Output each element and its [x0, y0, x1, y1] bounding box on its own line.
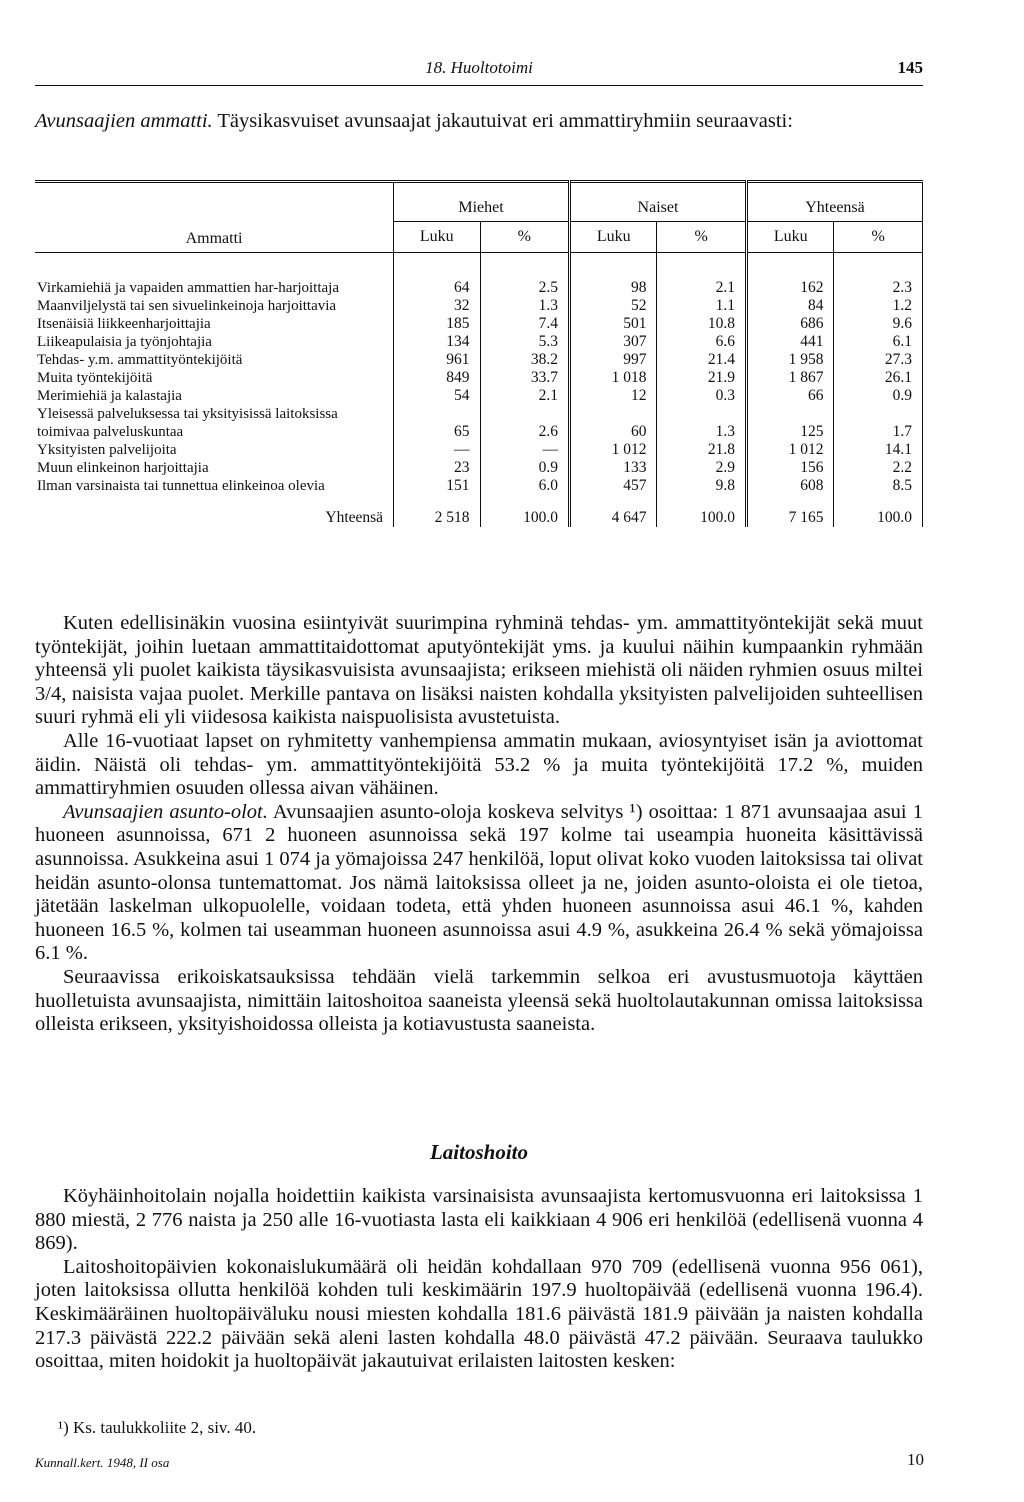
header-ammatti: Ammatti [35, 182, 394, 253]
intro-lead: Avunsaajien ammatti. [35, 110, 213, 132]
table-row [35, 333, 923, 351]
section-body [35, 1185, 923, 1374]
yhteensa-luku: 1 012 [746, 441, 833, 459]
paragraph: Köyhäinhoitolain nojalla hoidettiin kaikista varsinaisista avunsaajista kertomusvuonna eri laitoksissa 1 880 miestä, 2 776 naista ja 250 alle 16-vuotiasta lasta eli kaikkiaan 4 906 eri henkilöä (edellisenä vuonna 4 869). [35, 1185, 923, 1255]
yhteensa-pct: 14.1 [834, 441, 923, 459]
yhteensa-luku: 686 [746, 315, 833, 333]
yhteensa-pct: 9.6 [834, 315, 923, 333]
row-label: Tehdas- y.m. ammattityöntekijöitä [35, 351, 394, 369]
running-head [35, 58, 923, 82]
yhteensa-luku: 1 867 [746, 369, 833, 387]
naiset-luku: 307 [570, 333, 657, 351]
paragraph: Seuraavissa erikoiskatsauksissa tehdään vielä tarkemmin selkoa eri avustusmuotoja käyttäen huolletuista avunsaajista, nimittäin laitoshoitoa saaneista yleensä sekä huoltolautakunnan omissa laitoksissa olleista erikseen, yksityishoidossa olleista ja kotiavustusta saaneista. [35, 965, 923, 1036]
miehet-pct: 7.4 [480, 315, 570, 333]
total-label: Yhteensä [325, 509, 384, 526]
miehet-pct: 2.6 [480, 405, 570, 441]
row-label: Muun elinkeinon harjoittajia [35, 459, 394, 477]
intro-paragraph [35, 107, 923, 135]
paragraph: Laitoshoitopäivien kokonaislukumäärä oli heidän kohdallaan 970 709 (edellisenä vuonna 956 061), joten laitoksissa ollutta henkilöä kohden tuli keskimäärin 197.9 huoltopäivää (edellisenä vuonna 196.4). Keskimääräinen huoltopäiväluku nousi miesten kohdalla 181.6 päivästä 181.9 päivään ja naisten kohdalla 217.3 päivästä 222.2 päivään sekä aleni lasten kohdalla 48.0 päivästä 47.2 päivään. Seuraava taulukko osoittaa, miten hoidokit ja huoltopäivät jakautuivat erilaisten laitosten kesken: [35, 1255, 923, 1373]
yhteensa-pct: 2.2 [834, 459, 923, 477]
header-luku: Luku [394, 222, 480, 253]
yhteensa-luku: 608 [746, 477, 833, 495]
chapter-title: 18. Huoltotoimi [425, 58, 533, 77]
paragraph: Alle 16-vuotiaat lapset on ryhmitetty vanhempiensa ammatin mukaan, aviosyntyiset isän ja aviottomat äidin. Näistä oli tehdas- ym. ammattityöntekijöitä 53.2 % ja muita työntekijöitä 17.2 %, muiden ammattiryhmien osuuden ollessa aivan vähäinen. [35, 729, 923, 800]
yhteensa-luku: 1 958 [746, 351, 833, 369]
table-row [35, 387, 923, 405]
header-luku: Luku [746, 222, 833, 253]
yhteensa-pct: 1.2 [834, 297, 923, 315]
miehet-luku: 23 [454, 459, 470, 476]
miehet-luku: 64 [454, 279, 470, 296]
row-label: Itsenäisiä liikkeenharjoittajia [35, 315, 394, 333]
total-yhteensa-pct: 100.0 [834, 495, 923, 527]
footnote: ¹) Ks. taulukkoliite 2, siv. 40. [58, 1418, 257, 1437]
total-yhteensa-luku: 7 165 [746, 495, 833, 527]
yhteensa-luku: 156 [746, 459, 833, 477]
yhteensa-luku: 441 [746, 333, 833, 351]
header-yhteensa: Yhteensä [746, 182, 922, 222]
header-pct: % [834, 222, 923, 253]
row-label: Yleisessä palveluksessa tai yksityisissä laitoksissa toimivaa palveluskuntaa [35, 405, 394, 441]
miehet-luku: 65 [454, 423, 470, 440]
yhteensa-luku: 84 [746, 297, 833, 315]
row-label: Ilman varsinaista tai tunnettua elinkeinoa olevia [35, 477, 394, 495]
yhteensa-pct: 1.7 [834, 405, 923, 441]
yhteensa-pct: 2.3 [834, 279, 923, 297]
total-naiset-luku: 4 647 [570, 495, 657, 527]
table-header-groups [35, 182, 923, 222]
footer-signature: 10 [907, 1450, 924, 1469]
table-row [35, 477, 923, 495]
naiset-luku: 1 012 [570, 441, 657, 459]
yhteensa-luku: 162 [746, 279, 833, 297]
table-row [35, 315, 923, 333]
row-label: Virkamiehiä ja vapaiden ammattien har-harjoittaja [35, 279, 394, 297]
naiset-luku: 457 [570, 477, 657, 495]
table-spacer [35, 253, 923, 280]
miehet-pct: — [480, 441, 570, 459]
table-row [35, 351, 923, 369]
paragraph-text: Avunsaajien asunto-oloja koskeva selvitys ¹) osoittaa: 1 871 avunsaajaa asui 1 huoneen asunnoissa, 671 2 huoneen asunnoissa sekä 197 kolme tai useampia huoneita käsittävissä asunnoissa. Asukkeina asui 1 074 ja yömajoissa 247 henkilöä, loput olivat koko vuoden laitoksissa tai olivat heidän asunto-olonsa tuntemattomat. Jos nämä laitoksissa olleet ja ne, joiden asunto-oloista ei ole tietoa, jätetään laskelman ulkopuolelle, voidaan todeta, että yhden huoneen asunnoissa asui 46.1 %, kahden huoneen 16.5 %, kolmen tai useamman huoneen asunnoissa asui 4.9 %, asukkeina 26.4 % sekä yömajoissa 6.1 %. [35, 800, 924, 965]
miehet-luku: 32 [454, 297, 470, 314]
table-row [35, 441, 923, 459]
naiset-luku: 997 [570, 351, 657, 369]
miehet-pct: 5.3 [480, 333, 570, 351]
miehet-pct: 6.0 [480, 477, 570, 495]
table-body [35, 279, 923, 495]
header-pct: % [657, 222, 747, 253]
naiset-pct: 9.8 [657, 477, 747, 495]
header-luku: Luku [570, 222, 657, 253]
table-row [35, 369, 923, 387]
naiset-luku: 52 [570, 297, 657, 315]
miehet-pct: 0.9 [480, 459, 570, 477]
occupation-table [35, 180, 923, 527]
row-label: Liikeapulaisia ja työnjohtajia [35, 333, 394, 351]
naiset-luku: 1 018 [570, 369, 657, 387]
yhteensa-pct: 0.9 [834, 387, 923, 405]
header-miehet: Miehet [394, 182, 570, 222]
naiset-pct: 2.9 [657, 459, 747, 477]
section-heading: Laitoshoito [429, 1140, 529, 1164]
paragraph-lead: Avunsaajien asunto-olot. [63, 800, 268, 823]
naiset-luku: 12 [570, 387, 657, 405]
naiset-pct: 0.3 [657, 387, 747, 405]
naiset-luku: 501 [570, 315, 657, 333]
row-label: Yksityisten palvelijoita [35, 441, 394, 459]
table-row [35, 405, 923, 441]
miehet-pct: 33.7 [480, 369, 570, 387]
miehet-luku: — [454, 441, 470, 458]
table-total-row [35, 495, 923, 527]
miehet-pct: 2.1 [480, 387, 570, 405]
yhteensa-pct: 26.1 [834, 369, 923, 387]
miehet-luku: 134 [446, 333, 470, 350]
table-row [35, 297, 923, 315]
yhteensa-pct: 27.3 [834, 351, 923, 369]
miehet-pct: 38.2 [480, 351, 570, 369]
naiset-luku: 98 [570, 279, 657, 297]
header-naiset: Naiset [570, 182, 747, 222]
yhteensa-luku: 66 [746, 387, 833, 405]
table-row [35, 279, 923, 297]
miehet-pct: 1.3 [480, 297, 570, 315]
footer-publication: Kunnall.kert. 1948, II osa [35, 1455, 170, 1470]
paragraph: Kuten edellisinäkin vuosina esiintyivät suurimpina ryhminä tehdas- ym. ammattityöntekijät sekä muut työntekijät, joihin luetaan ammattitaidottomat aputyöntekijät yms. ja kuului näihin kumpaankin ryhmään yhteensä yli puolet kaikista täysikasvuisista avunsaajista; erikseen miehistä oli näiden ryhmien osuus miltei 3/4, naisista vajaa puolet. Merkille pantava on lisäksi naisten kohdalla yksityisten palvelijoiden suhteellisen suuri ryhmä eli yli viidesosa kaikista naispuolisista avustetuista. [35, 612, 923, 729]
naiset-pct: 21.8 [657, 441, 747, 459]
yhteensa-luku: 125 [746, 405, 833, 441]
row-label: Merimiehiä ja kalastajia [35, 387, 394, 405]
naiset-luku: 133 [570, 459, 657, 477]
naiset-pct: 10.8 [657, 315, 747, 333]
page-number: 145 [897, 58, 923, 77]
row-label: Muita työntekijöitä [35, 369, 394, 387]
table-row [35, 459, 923, 477]
naiset-pct: 1.3 [657, 405, 747, 441]
total-naiset-pct: 100.0 [657, 495, 747, 527]
total-miehet-luku: 2 518 [394, 495, 480, 527]
naiset-pct: 6.6 [657, 333, 747, 351]
miehet-luku: 185 [446, 315, 470, 332]
yhteensa-pct: 8.5 [834, 477, 923, 495]
intro-text: Täysikasvuiset avunsaajat jakautuivat eri ammattiryhmiin seuraavasti: [212, 110, 793, 132]
header-rule [35, 85, 923, 86]
miehet-luku: 151 [446, 477, 470, 494]
naiset-pct: 1.1 [657, 297, 747, 315]
miehet-luku: 54 [454, 387, 470, 404]
naiset-luku: 60 [570, 405, 657, 441]
yhteensa-pct: 6.1 [834, 333, 923, 351]
miehet-luku: 961 [446, 351, 470, 368]
naiset-pct: 21.4 [657, 351, 747, 369]
total-miehet-pct: 100.0 [480, 495, 570, 527]
row-label: Maanviljelystä tai sen sivuelinkeinoja harjoittavia [35, 297, 394, 315]
body-text [35, 612, 923, 1037]
naiset-pct: 21.9 [657, 369, 747, 387]
paragraph [35, 801, 923, 966]
miehet-pct: 2.5 [480, 279, 570, 297]
miehet-luku: 849 [446, 369, 470, 386]
header-pct: % [480, 222, 570, 253]
naiset-pct: 2.1 [657, 279, 747, 297]
